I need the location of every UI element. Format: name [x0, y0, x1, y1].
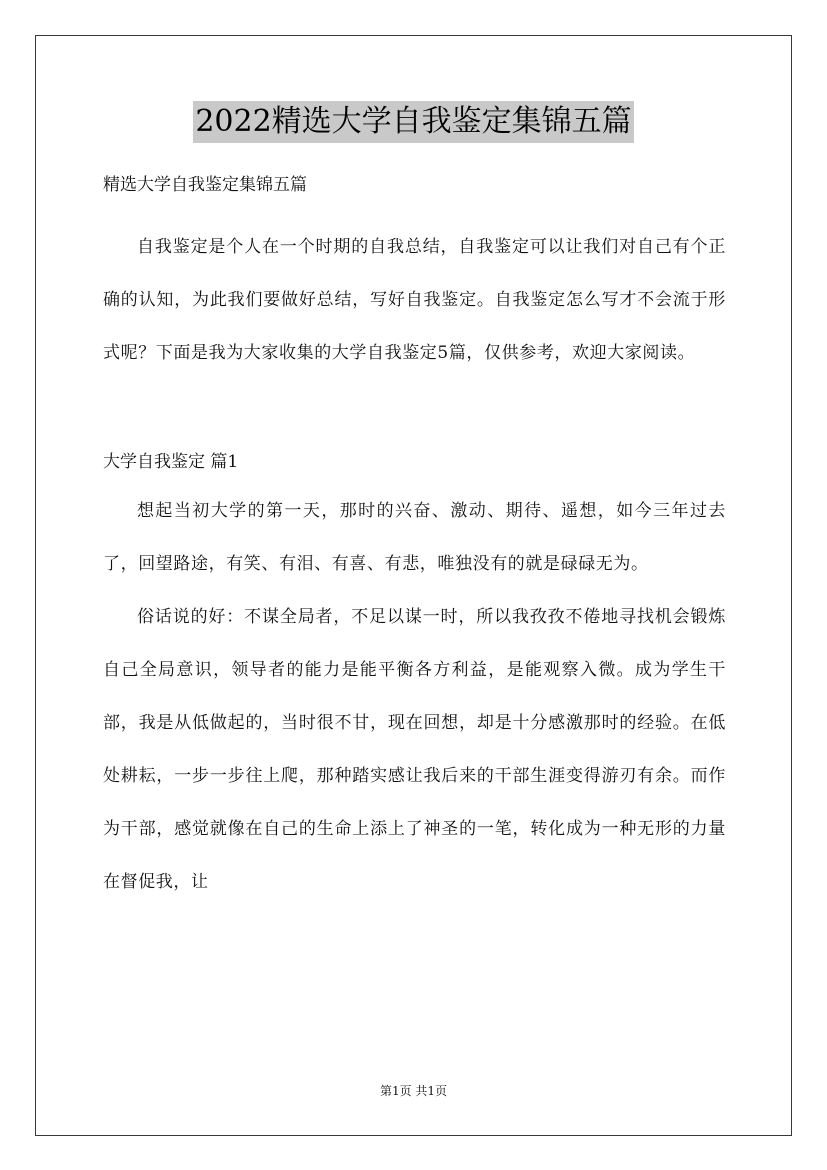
page-number-footer: 第1页 共1页	[379, 1084, 448, 1098]
section-paragraph: 想起当初大学的第一天，那时的兴奋、激动、期待、遥想，如今三年过去了，回望路途，有笑、有泪、有喜、有悲，唯独没有的就是碌碌无为。	[103, 501, 726, 574]
spacer	[103, 380, 726, 450]
intro-paragraph: 自我鉴定是个人在一个时期的自我总结，自我鉴定可以让我们对自己有个正确的认知，为此我们要做好总结，写好自我鉴定。自我鉴定怎么写才不会流于形式呢？下面是我为大家收集的大学自我鉴定5篇，仅供参考，欢迎大家阅读。	[103, 237, 726, 363]
title-container	[0, 101, 827, 143]
document-title: 2022精选大学自我鉴定集锦五篇	[193, 101, 633, 143]
document-subtitle: 精选大学自我鉴定集锦五篇	[103, 175, 307, 195]
section-heading: 大学自我鉴定 篇1	[103, 452, 239, 472]
document-body	[103, 173, 726, 909]
section-paragraph: 俗话说的好：不谋全局者，不足以谋一时，所以我孜孜不倦地寻找机会锻炼自己全局意识，领导者的能力是能平衡各方利益，是能观察入微。成为学生干部，我是从低做起的，当时很不甘，现在回想，却是十分感激那时的经验。在低处耕耘，一步一步往上爬，那种踏实感让我后来的干部生涯变得游刃有余。而作为干部，感觉就像在自己的生命上添上了神圣的一笔，转化成为一种无形的力量在督促我，让	[103, 607, 726, 892]
